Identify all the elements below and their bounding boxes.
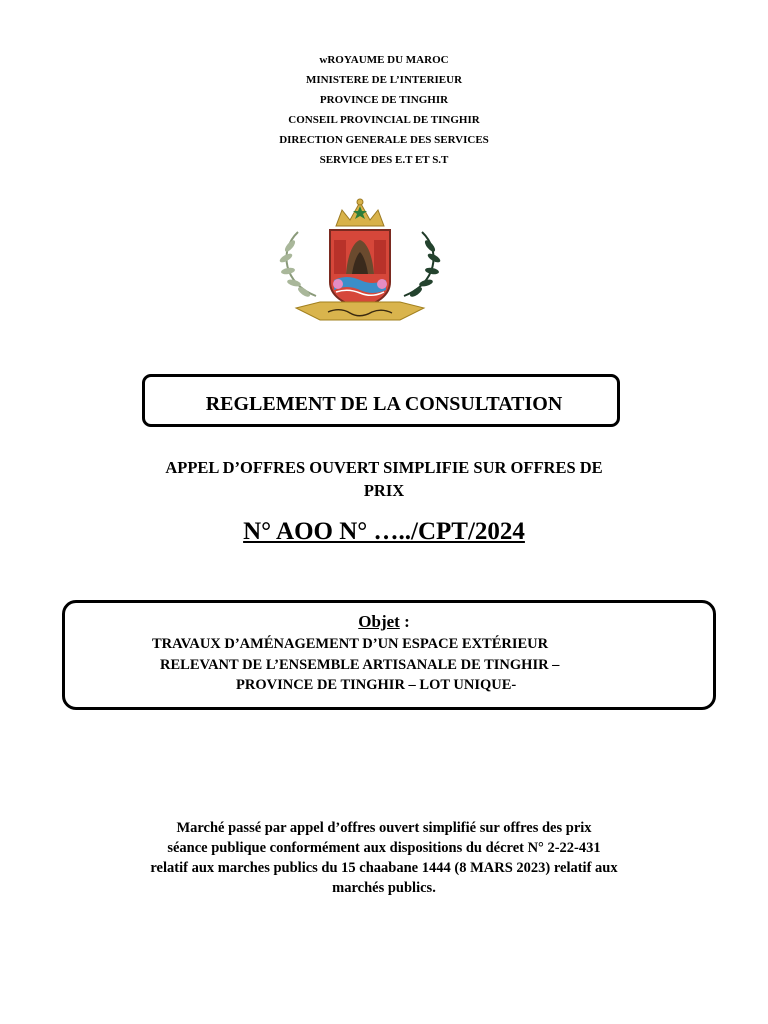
objet-line-2: RELEVANT DE L’ENSEMBLE ARTISANALE DE TINGHIR – [160,657,560,673]
header-line-direction: DIRECTION GENERALE DES SERVICES [279,134,489,146]
marche-line-1: Marché passé par appel d’offres ouvert simplifié sur offres des prix [176,820,592,836]
header-line-kingdom: wROYAUME DU MAROC [319,54,449,66]
aoo-number-text: N° AOO N° …../CPT/2024 [243,518,525,545]
appel-offres-line-1: APPEL D’OFFRES OUVERT SIMPLIFIE SUR OFFRES DE [165,458,603,477]
appel-offres-heading [90,456,678,502]
header-line-council: CONSEIL PROVINCIAL DE TINGHIR [288,114,480,126]
header-line-service: SERVICE DES E.T ET S.T [319,154,449,166]
marche-paragraph [84,818,684,898]
objet-label-colon: : [399,612,410,631]
header-line-province: PROVINCE DE TINGHIR [319,94,449,106]
objet-label-text: Objet [358,612,400,631]
objet-line-3: PROVINCE DE TINGHIR – LOT UNIQUE- [236,677,517,693]
reglement-title: REGLEMENT DE LA CONSULTATION [205,393,563,415]
marche-line-3: relatif aux marches publics du 15 chaabane 1444 (8 MARS 2023) relatif aux [150,860,618,876]
marche-line-2: séance publique conformément aux dispositions du décret N° 2-22-431 [167,840,601,856]
header-line-ministry: MINISTERE DE L’INTERIEUR [305,74,463,86]
appel-offres-line-2: PRIX [363,481,405,500]
objet-label [0,612,768,632]
objet-line-1: TRAVAUX D’AMÉNAGEMENT D’UN ESPACE EXTÉRIEUR [152,636,549,652]
marche-line-4: marchés publics. [332,880,436,896]
aoo-number [0,518,768,546]
document-header [0,50,768,170]
tinghir-province-emblem-icon [276,196,444,326]
